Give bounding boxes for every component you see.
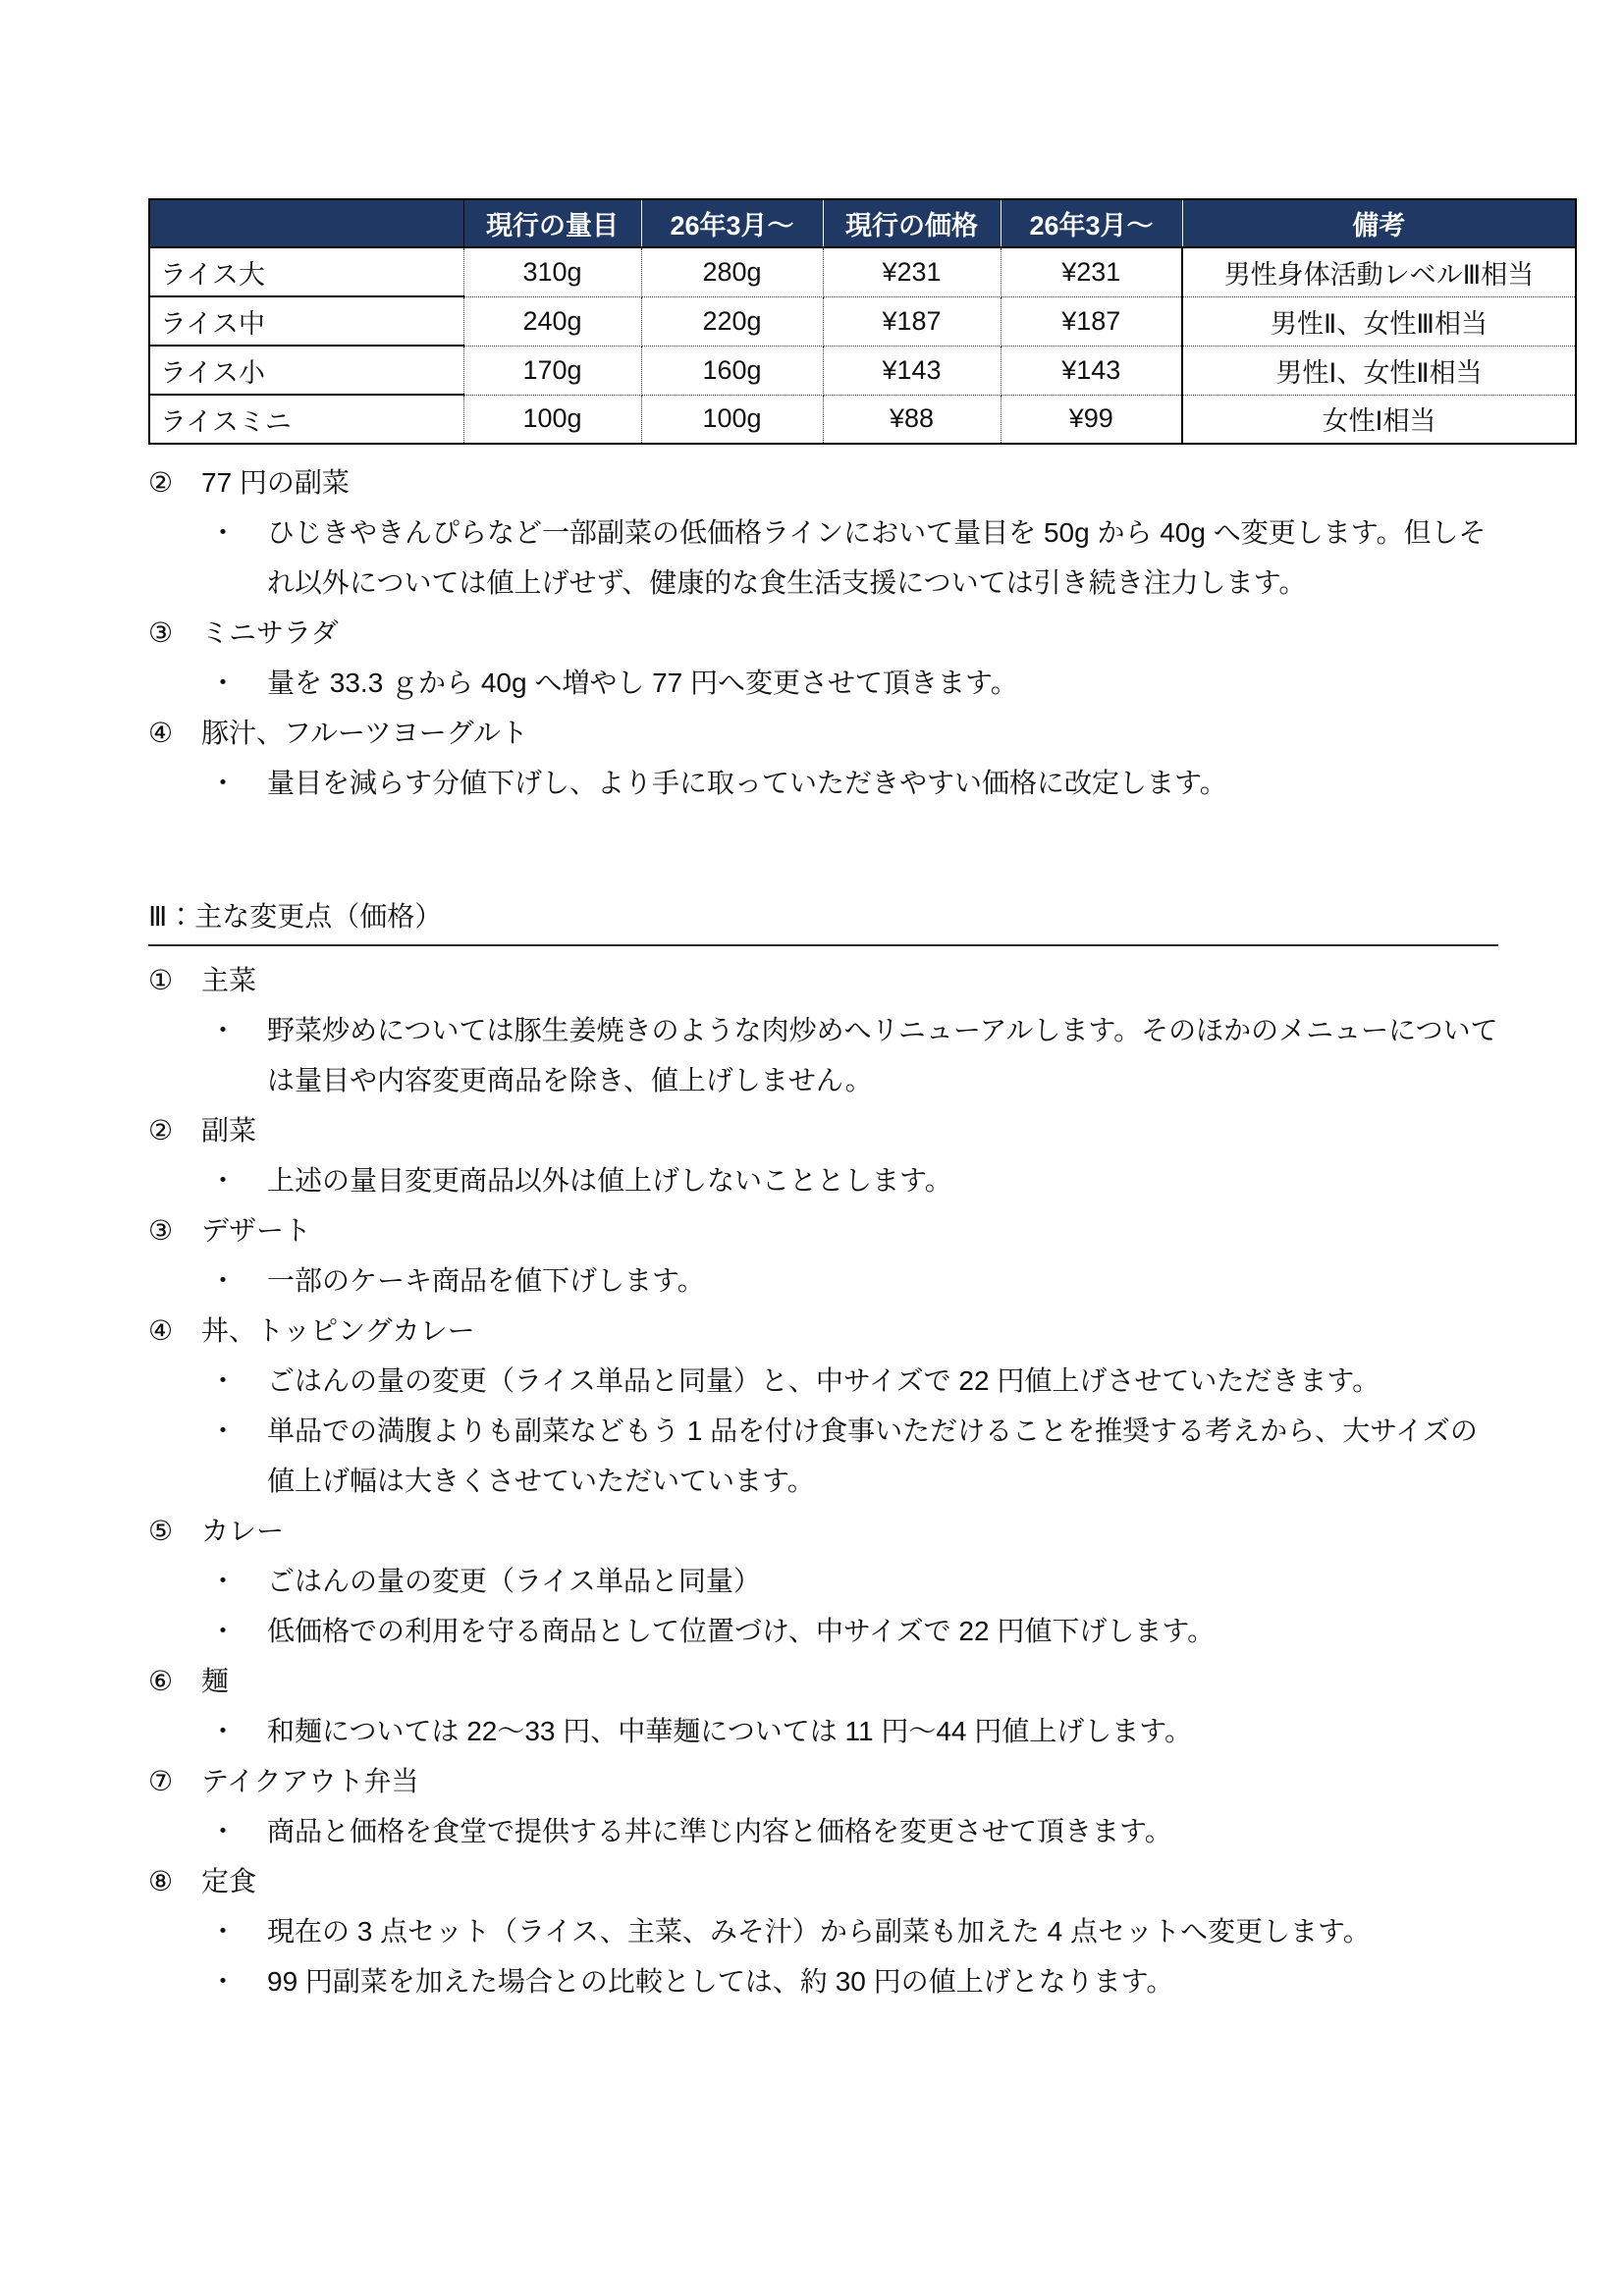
changes-list xyxy=(148,955,1575,2006)
item-number: ⑧ xyxy=(148,1866,174,1896)
item-number: ① xyxy=(148,965,174,995)
item-title: 主菜 xyxy=(201,965,257,995)
new-price-cell: ¥99 xyxy=(1001,395,1182,444)
new-weight-cell: 100g xyxy=(641,395,823,444)
item-number: ③ xyxy=(148,1215,174,1246)
section-item xyxy=(148,1506,1575,1556)
section-item xyxy=(148,1306,1575,1356)
section-item xyxy=(148,457,1575,507)
bullet-text: 一部のケーキ商品を値下げします。 xyxy=(267,1265,705,1296)
header-cell-current-weight: 現行の量目 xyxy=(463,199,641,247)
bullet-text: 量目を減らす分値下げし、より手に取っていただきやすい価格に改定します。 xyxy=(267,768,1227,798)
new-price-cell: ¥231 xyxy=(1001,247,1182,296)
bullet-text: 商品と価格を食堂で提供する丼に準じ内容と価格を変更させて頂きます。 xyxy=(267,1816,1172,1846)
section-item xyxy=(148,608,1575,658)
item-title: ミニサラダ xyxy=(201,617,339,648)
bullet-item xyxy=(148,1706,1575,1756)
item-title: テイクアウト弁当 xyxy=(201,1766,419,1796)
current-weight-cell: 170g xyxy=(463,346,641,395)
notes-top-list xyxy=(148,457,1575,808)
item-number: ④ xyxy=(148,718,174,748)
item-title: 副菜 xyxy=(201,1115,257,1146)
current-price-cell: ¥88 xyxy=(823,395,1001,444)
new-weight-cell: 280g xyxy=(641,247,823,296)
bullet-item xyxy=(148,507,1575,608)
bullet-dot-icon: ・ xyxy=(209,1415,238,1446)
bullet-dot-icon: ・ xyxy=(209,768,238,798)
document-content xyxy=(148,198,1575,2006)
item-number: ② xyxy=(148,1115,174,1146)
bullet-item xyxy=(148,1356,1575,1406)
item-title: 丼、トッピングカレー xyxy=(201,1315,475,1346)
table-row xyxy=(149,247,1576,296)
bullet-text: 上述の量目変更商品以外は値上げしないこととします。 xyxy=(267,1165,952,1196)
rice-price-table xyxy=(148,198,1577,445)
new-price-cell: ¥187 xyxy=(1001,296,1182,346)
item-title: 定食 xyxy=(201,1866,257,1896)
bullet-text: ごはんの量の変更（ライス単品と同量）と、中サイズで 22 円値上げさせていただきます。 xyxy=(267,1365,1380,1396)
bullet-dot-icon: ・ xyxy=(209,667,238,698)
header-cell-new-price: 26年3月～ xyxy=(1001,199,1182,247)
row-label: ライス大 xyxy=(149,247,463,296)
section-item xyxy=(148,708,1575,758)
section-item xyxy=(148,1656,1575,1706)
bullet-text: 量を 33.3 ｇから 40g へ増やし 77 円へ変更させて頂きます。 xyxy=(267,667,1018,698)
current-price-cell: ¥231 xyxy=(823,247,1001,296)
bullet-text: 野菜炒めについては豚生姜焼きのような肉炒めへリニューアルします。そのほかのメニューについては量目や内容変更商品を除き、値上げしません。 xyxy=(267,1015,1498,1095)
bullet-text: 現在の 3 点セット（ライス、主菜、みそ汁）から副菜も加えた 4 点セットへ変更します。 xyxy=(267,1916,1371,1947)
item-number: ④ xyxy=(148,1315,174,1346)
bullet-text: 単品での満腹よりも副菜などもう 1 品を付け食事いただけることを推奨する考えから、大サイズの値上げ幅は大きくさせていただいています。 xyxy=(267,1415,1478,1496)
header-cell-current-price: 現行の価格 xyxy=(823,199,1001,247)
item-number: ⑥ xyxy=(148,1666,174,1696)
bullet-item xyxy=(148,1005,1575,1105)
section-item xyxy=(148,1105,1575,1155)
bullet-dot-icon: ・ xyxy=(209,1566,238,1596)
bullet-item xyxy=(148,1155,1575,1205)
new-weight-cell: 160g xyxy=(641,346,823,395)
table-row xyxy=(149,395,1576,444)
section-item xyxy=(148,1756,1575,1806)
item-title: 豚汁、フルーツヨーグルト xyxy=(201,718,528,748)
item-title: 77 円の副菜 xyxy=(201,467,350,498)
table-row xyxy=(149,296,1576,346)
row-label: ライスミニ xyxy=(149,395,463,444)
section-item xyxy=(148,1205,1575,1255)
new-weight-cell: 220g xyxy=(641,296,823,346)
item-number: ⑤ xyxy=(148,1516,174,1546)
bullet-item xyxy=(148,658,1575,708)
note-cell: 女性Ⅰ相当 xyxy=(1182,395,1576,444)
bullet-item xyxy=(148,758,1575,808)
row-label: ライス中 xyxy=(149,296,463,346)
bullet-dot-icon: ・ xyxy=(209,1966,238,1997)
bullet-item xyxy=(148,1406,1575,1506)
note-cell: 男性身体活動レベルⅢ相当 xyxy=(1182,247,1576,296)
bullet-item xyxy=(148,1255,1575,1306)
bullet-text: 低価格での利用を守る商品として位置づけ、中サイズで 22 円値下げします。 xyxy=(267,1616,1216,1646)
bullet-dot-icon: ・ xyxy=(209,1165,238,1196)
item-title: 麺 xyxy=(201,1666,230,1696)
bullet-item xyxy=(148,1956,1575,2006)
current-weight-cell: 240g xyxy=(463,296,641,346)
item-number: ③ xyxy=(148,617,174,648)
bullet-text: 和麺については 22～33 円、中華麺については 11 円～44 円値上げします。 xyxy=(267,1716,1193,1746)
row-label: ライス小 xyxy=(149,346,463,395)
section-heading xyxy=(148,894,1498,946)
table-header-row xyxy=(149,199,1576,247)
bullet-item xyxy=(148,1606,1575,1656)
bullet-dot-icon: ・ xyxy=(209,1716,238,1746)
item-number: ② xyxy=(148,467,174,498)
new-price-cell: ¥143 xyxy=(1001,346,1182,395)
note-cell: 男性Ⅰ、女性Ⅱ相当 xyxy=(1182,346,1576,395)
bullet-text: ごはんの量の変更（ライス単品と同量） xyxy=(267,1566,761,1596)
header-cell-note: 備考 xyxy=(1182,199,1576,247)
bullet-item xyxy=(148,1806,1575,1856)
bullet-dot-icon: ・ xyxy=(209,1365,238,1396)
bullet-dot-icon: ・ xyxy=(209,1816,238,1846)
bullet-dot-icon: ・ xyxy=(209,1916,238,1947)
current-price-cell: ¥143 xyxy=(823,346,1001,395)
bullet-text: 99 円副菜を加えた場合との比較としては、約 30 円の値上げとなります。 xyxy=(267,1966,1174,1997)
item-title: カレー xyxy=(201,1516,285,1546)
note-cell: 男性Ⅱ、女性Ⅲ相当 xyxy=(1182,296,1576,346)
bullet-item xyxy=(148,1556,1575,1606)
bullet-dot-icon: ・ xyxy=(209,517,238,548)
current-weight-cell: 100g xyxy=(463,395,641,444)
section-item xyxy=(148,955,1575,1005)
table-row xyxy=(149,346,1576,395)
header-cell-new-weight: 26年3月～ xyxy=(641,199,823,247)
item-title: デザート xyxy=(201,1215,312,1246)
bullet-dot-icon: ・ xyxy=(209,1616,238,1646)
current-price-cell: ¥187 xyxy=(823,296,1001,346)
bullet-dot-icon: ・ xyxy=(209,1015,238,1045)
item-number: ⑦ xyxy=(148,1766,174,1796)
section-heading-text: Ⅲ：主な変更点（価格） xyxy=(148,901,443,932)
section-item xyxy=(148,1856,1575,1906)
bullet-dot-icon: ・ xyxy=(209,1265,238,1296)
current-weight-cell: 310g xyxy=(463,247,641,296)
header-cell-blank xyxy=(149,199,463,247)
bullet-item xyxy=(148,1906,1575,1956)
bullet-text: ひじきやきんぴらなど一部副菜の低価格ラインにおいて量目を 50g から 40g へ変更します。但しそれ以外については値上げせず、健康的な食生活支援については引き続き注力します。 xyxy=(267,517,1487,598)
